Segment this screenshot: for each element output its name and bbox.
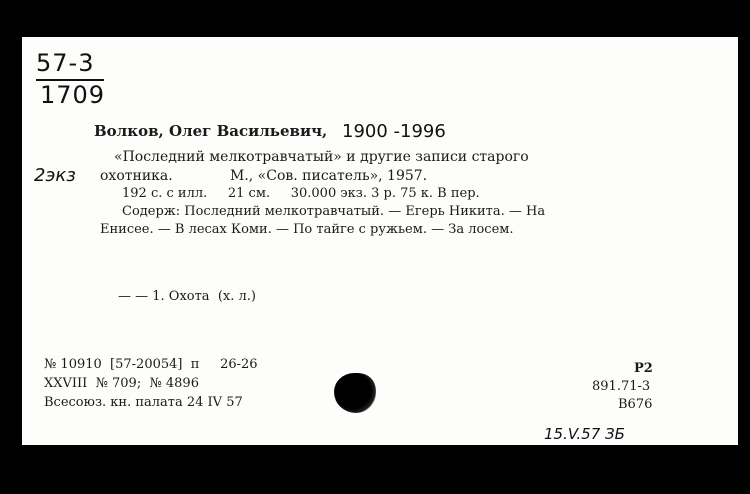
catalog-card [22, 37, 738, 445]
call-number-bottom: 1709 [40, 81, 106, 109]
contents-line-1: Содерж: Последний мелкотравчатый. — Егерь Никита. — На [122, 204, 546, 219]
collation: 192 с. с илл. 21 см. 30.000 экз. 3 р. 75 к. В пер. [122, 186, 480, 201]
title-line-2: охотника. [100, 168, 173, 184]
call-number-top: 57-3 [36, 49, 95, 77]
subject-heading: — — 1. Охота (х. л.) [118, 289, 256, 304]
ink-stain [334, 373, 376, 413]
imprint: М., «Сов. писатель», 1957. [230, 168, 428, 184]
footer-line-1: № 10910 [57-20054] п 26-26 [44, 357, 258, 372]
author-name: Волков, Олег Васильевич, [94, 122, 328, 140]
footer-code: Р2 [634, 361, 653, 376]
footer-classification: 891.71-3 [592, 379, 651, 394]
author-dates: 1900 -1996 [342, 121, 446, 142]
margin-note: 2экз [34, 165, 76, 186]
footer-line-2: XXVIII № 709; № 4896 [44, 376, 199, 391]
footer-cutter: В676 [618, 397, 653, 412]
footer-line-3: Всесоюз. кн. палата 24 IV 57 [44, 395, 243, 410]
handwritten-date: 15.V.57 ЗБ [544, 425, 625, 443]
contents-line-2: Енисее. — В лесах Коми. — По тайге с ружьем. — За лосем. [100, 222, 514, 237]
title-line-1: «Последний мелкотравчатый» и другие записи старого [114, 149, 529, 165]
